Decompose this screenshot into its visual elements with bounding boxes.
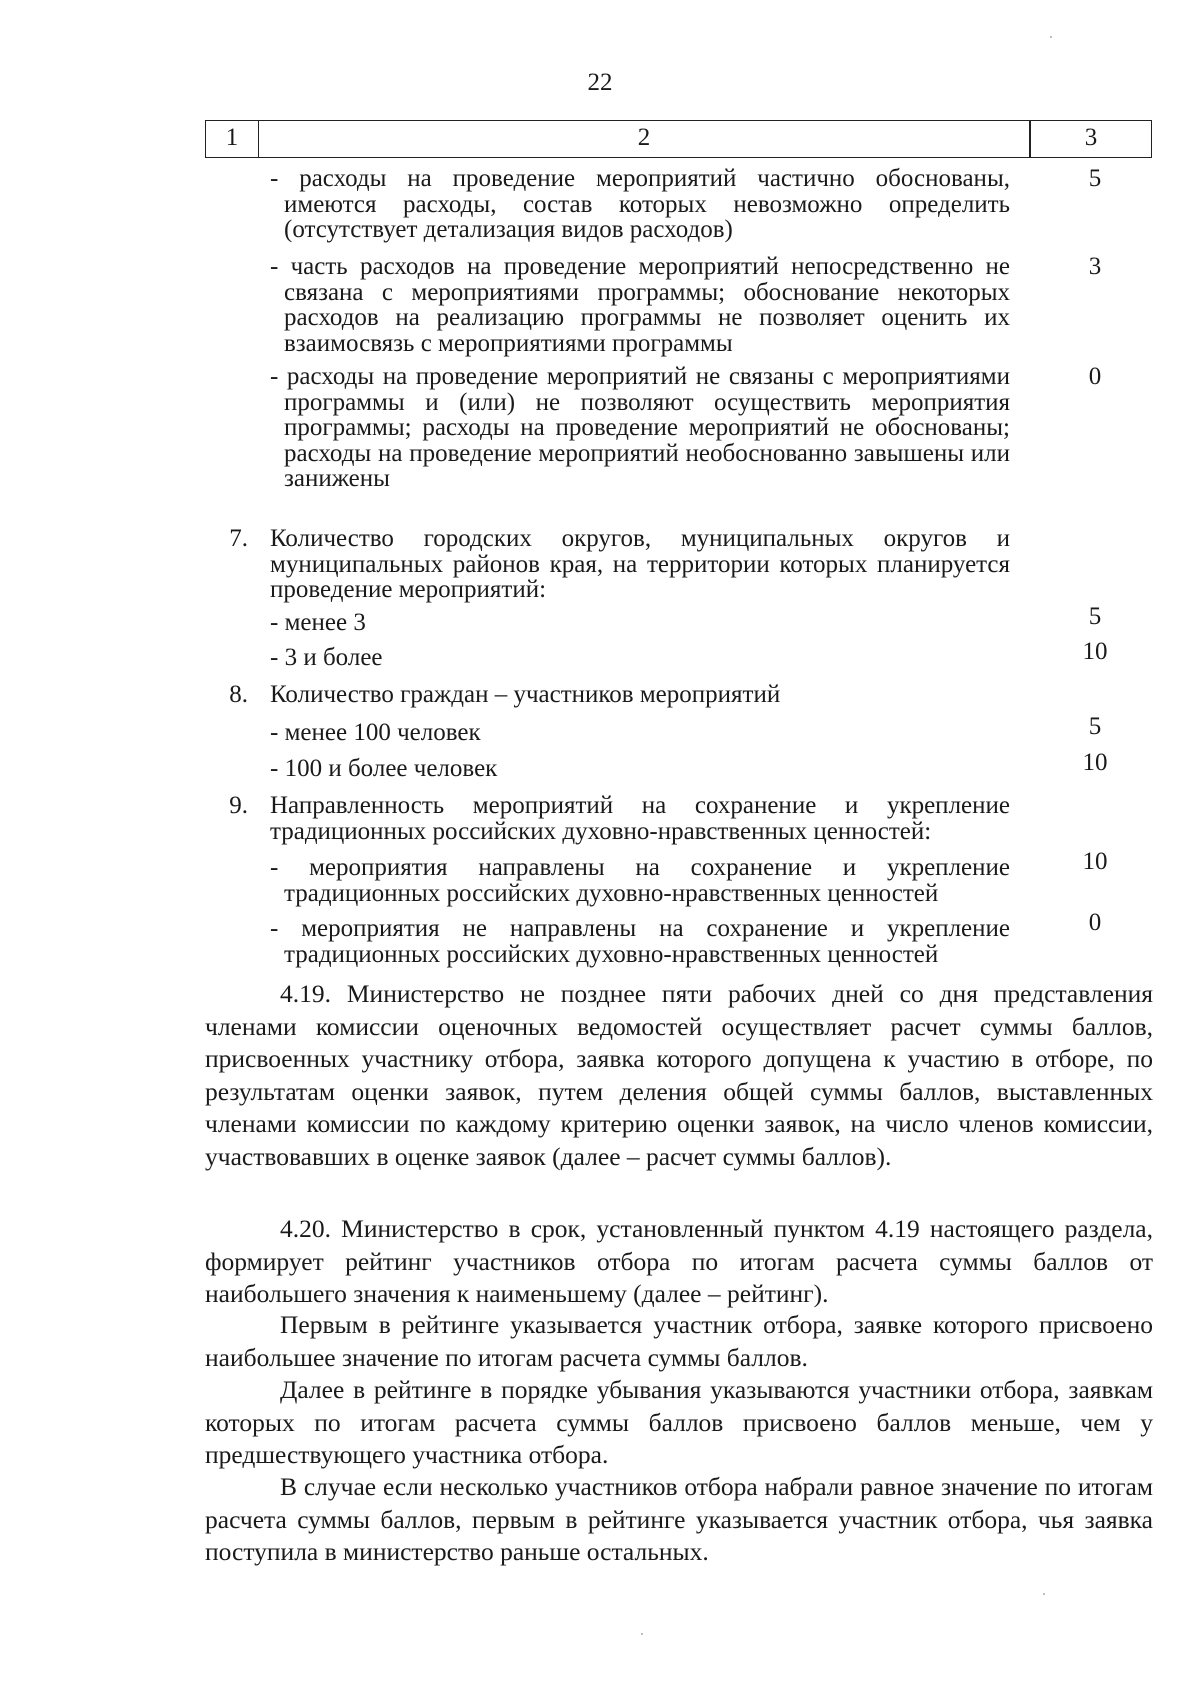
paragraph-rating-first: Первым в рейтинге указывается участник отбора, заявке которого присвоено наибольшее значение по итогам расчета суммы баллов. <box>205 1310 1153 1372</box>
table-header-col-2: 2 <box>259 120 1030 158</box>
table-header-col-3: 3 <box>1030 120 1152 158</box>
criterion-score: 5 <box>1088 713 1102 740</box>
paragraph-rating-order: Далее в рейтинге в порядке убывания указываются участники отбора, заявкам которых по итогам расчета суммы баллов присвоено баллов меньше, чем у предшествующего участника отбора. <box>205 1375 1153 1469</box>
criterion-score: 0 <box>1088 363 1102 390</box>
criterion-text: - менее 100 человек <box>270 719 481 746</box>
criterion-text: - 3 и более <box>270 644 383 671</box>
criterion-score: 10 <box>1082 749 1108 776</box>
criterion-text: - расходы на проведение мероприятий частично обоснованы, имеются расходы, состав которых невозможно определить (отсутствует детализация видов расходов) <box>270 165 1010 243</box>
criterion-number: 8. <box>229 681 248 708</box>
criterion-score: 10 <box>1082 638 1108 665</box>
criterion-score: 5 <box>1088 603 1102 630</box>
paragraph-4-19: 4.19. Министерство не позднее пяти рабочих дней со дня представления членами комиссии оценочных ведомостей осуществляет расчет суммы баллов, присвоенных участнику отбора, заявка которого допущена к участию в отборе, по результатам оценки заявок, путем деления общей суммы баллов, выставленных членами комиссии по каждому критерию оценки заявок, на число членов комиссии, участвовавших в оценке заявок (далее – расчет суммы баллов). <box>205 979 1153 1171</box>
paragraph-4-20: 4.20. Министерство в срок, установленный пунктом 4.19 настоящего раздела, формирует рейтинг участников отбора по итогам расчета суммы баллов от наибольшего значения к наименьшему (далее – рейтинг). <box>205 1214 1153 1308</box>
criterion-score: 3 <box>1088 253 1102 280</box>
criterion-title: Направленность мероприятий на сохранение и укрепление традиционных российских духовно-нравственных ценностей: <box>270 792 1010 845</box>
scan-speck <box>1050 36 1052 38</box>
page-number: 22 <box>587 69 613 96</box>
criterion-score: 10 <box>1082 848 1108 875</box>
criterion-text: - 100 и более человек <box>270 755 498 782</box>
criterion-title: Количество городских округов, муниципальных округов и муниципальных районов края, на территории которых планируется проведение мероприятий: <box>270 525 1010 603</box>
criterion-score: 0 <box>1088 909 1102 936</box>
table-header-col-1: 1 <box>205 120 259 158</box>
criterion-text: - менее 3 <box>270 609 366 636</box>
criterion-text: - расходы на проведение мероприятий не связаны с мероприятиями программы и (или) не позволяют осуществить мероприятия программы; расходы на проведение мероприятий не обоснованы; расходы на проведение мероприятий необоснованно завышены или занижены <box>270 363 1010 492</box>
paragraph-equal-score: В случае если несколько участников отбора набрали равное значение по итогам расчета суммы баллов, первым в рейтинге указывается участник отбора, чья заявка поступила в министерство раньше остальных. <box>205 1472 1153 1566</box>
criterion-text: - часть расходов на проведение мероприятий непосредственно не связана с мероприятиями программы; обоснование некоторых расходов на реализацию программы не позволяет оценить их взаимосвязь с мероприятиями программы <box>270 253 1010 357</box>
criterion-number: 9. <box>229 792 248 819</box>
criterion-score: 5 <box>1088 165 1102 192</box>
scan-speck <box>1043 1593 1045 1595</box>
criterion-text: - мероприятия направлены на сохранение и укрепление традиционных российских духовно-нравственных ценностей <box>270 854 1010 907</box>
scan-speck <box>641 1633 643 1635</box>
criterion-text: - мероприятия не направлены на сохранение и укрепление традиционных российских духовно-нравственных ценностей <box>270 915 1010 968</box>
criterion-number: 7. <box>229 525 248 552</box>
criterion-title: Количество граждан – участников мероприятий <box>270 681 781 708</box>
